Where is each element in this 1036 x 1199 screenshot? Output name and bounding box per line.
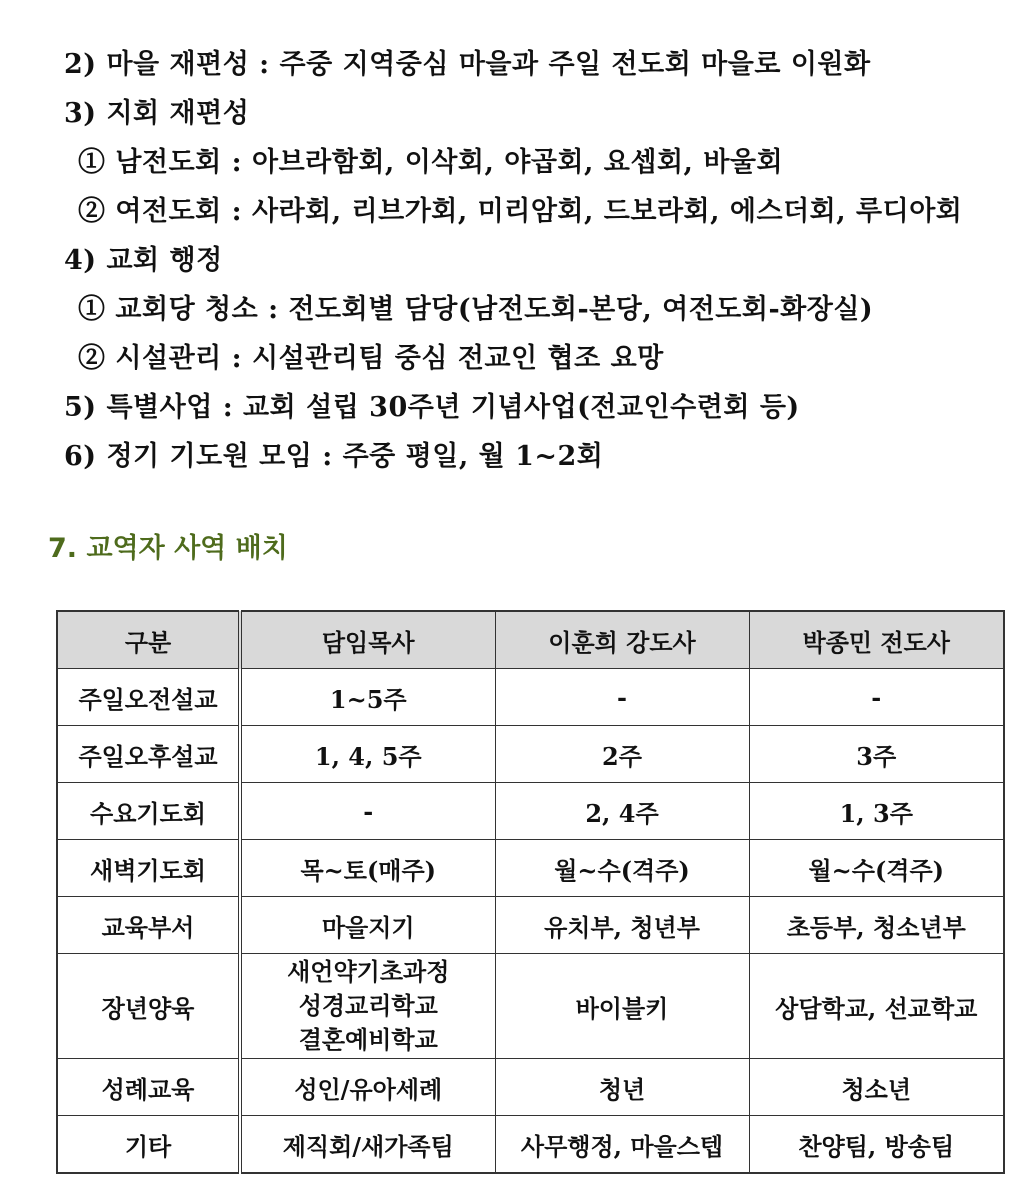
table-cell: 사무행정, 마을스텝 [495,1116,749,1174]
table-cell: 성인/유아세례 [240,1059,495,1116]
table-cell: 2주 [495,726,749,783]
table-body [57,669,1004,1174]
table-cell: - [495,669,749,726]
table-cell: 초등부, 청소년부 [749,897,1004,954]
table-cell: 기타 [57,1116,240,1174]
table-cell: 청소년 [749,1059,1004,1116]
table-cell: 주일오후설교 [57,726,240,783]
table-cell: 월~수(격주) [495,840,749,897]
table-row [57,669,1004,726]
table-cell: 수요기도회 [57,783,240,840]
table-row [57,954,1004,1059]
table-cell: 교육부서 [57,897,240,954]
list-item: 6) 정기 기도원 모임 : 주중 평일, 월 1~2회 [64,441,604,472]
table-header-row [57,611,1004,669]
table-cell: 월~수(격주) [749,840,1004,897]
table-cell: 성례교육 [57,1059,240,1116]
plan-list [64,40,1024,481]
table-row [57,1059,1004,1116]
table-row [57,783,1004,840]
table-cell [240,954,495,1059]
table-row [57,726,1004,783]
table-cell: 1, 4, 5주 [240,726,495,783]
table-cell: 새벽기도회 [57,840,240,897]
list-item: 3) 지회 재편성 [64,98,250,129]
table-cell: 목~토(매주) [240,840,495,897]
table-cell-line: 새언약기초과정 [287,957,450,986]
table-cell: 2, 4주 [495,783,749,840]
table-cell: 마을지기 [240,897,495,954]
table-cell: 1~5주 [240,669,495,726]
list-item: 5) 특별사업 : 교회 설립 30주년 기념사업(전교인수련회 등) [64,392,800,423]
table-header-cell: 박종민 전도사 [749,611,1004,669]
list-subitem: ② 시설관리 : 시설관리팀 중심 전교인 협조 요망 [78,343,664,374]
table-row [57,840,1004,897]
table-cell: 상담학교, 선교학교 [749,954,1004,1059]
table-row [57,897,1004,954]
table-cell: 제직회/새가족팀 [240,1116,495,1174]
table-row [57,1116,1004,1174]
list-item: 4) 교회 행정 [64,245,223,276]
table-cell: 3주 [749,726,1004,783]
table-cell: 유치부, 청년부 [495,897,749,954]
table-cell: - [749,669,1004,726]
table-cell: 바이블키 [495,954,749,1059]
list-subitem: ① 남전도회 : 아브라함회, 이삭회, 야곱회, 요셉회, 바울회 [78,147,784,178]
table-header-cell: 이훈희 강도사 [495,611,749,669]
list-subitem: ① 교회당 청소 : 전도회별 담당(남전도회-본당, 여전도회-화장실) [78,294,874,325]
table-cell-line: 결혼예비학교 [298,1025,438,1054]
table-cell: 청년 [495,1059,749,1116]
table-header-cell: 담임목사 [240,611,495,669]
ministry-assignment-table [56,610,1005,1174]
table-header-cell: 구분 [57,611,240,669]
table-cell-line: 성경교리학교 [298,991,438,1020]
table-cell: 장년양육 [57,954,240,1059]
table-cell: 1, 3주 [749,783,1004,840]
table-cell: 주일오전설교 [57,669,240,726]
section-title: 7. 교역자 사역 배치 [48,533,288,564]
table-cell: 찬양팀, 방송팀 [749,1116,1004,1174]
list-subitem: ② 여전도회 : 사라회, 리브가회, 미리암회, 드보라회, 에스더회, 루디아회 [78,196,963,227]
list-item: 2) 마을 재편성 : 주중 지역중심 마을과 주일 전도회 마을로 이원화 [64,49,871,80]
table-cell: - [240,783,495,840]
